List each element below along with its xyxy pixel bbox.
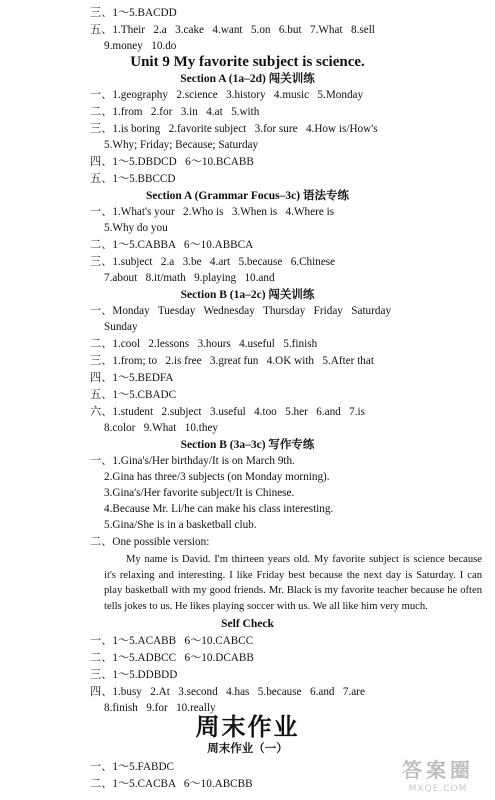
- answer-line: 9.money 10.do: [104, 40, 177, 52]
- answer-line: 7.about 8.it/math 9.playing 10.and: [104, 272, 275, 284]
- section-heading: Section A (1a–2d) 闯关训练: [180, 73, 315, 85]
- section-heading: Section B (1a–2c) 闯关训练: [180, 289, 315, 301]
- answer-line: 四、1～5.DBDCD 6～10.BCABB: [90, 156, 254, 168]
- answer-line: 二、1～5.CABBA 6～10.ABBCA: [90, 239, 254, 251]
- answer-line: 三、1～5.DDBDD: [90, 669, 178, 681]
- watermark-url: MXQE.COM: [408, 784, 468, 794]
- watermark-title: 答案圈: [402, 758, 474, 782]
- answer-line: 一、1.geography 2.science 3.history 4.music 5.Monday: [90, 89, 364, 101]
- answer-line: 二、1～5.CACBA 6～10.ABCBB: [90, 778, 253, 790]
- answer-line: 二、1.from 2.for 3.in 4.at 5.with: [90, 106, 260, 118]
- section-heading: 周末作业（一）: [207, 743, 288, 755]
- section-heading: Self Check: [221, 618, 274, 630]
- model-essay: My name is David. I'm thirteen years old. My favorite subject is science because it's relaxing and interesting. I like Friday best because the next day is Saturday. I can play basketball with my good friends. Mr. Black is my favorite teacher because he often tells jokes to us. He likes playing soccer with us. We all like him very much.: [104, 554, 482, 612]
- answer-line: 三、1～5.BACDD: [90, 7, 177, 19]
- answer-line: Sunday: [104, 321, 138, 333]
- answer-line: 3.Gina's/Her favorite subject/It is Chinese.: [104, 487, 295, 499]
- answer-line: 5.Why do you: [104, 222, 168, 234]
- watermark-logo: [387, 760, 489, 794]
- answer-line: 5.Why; Friday; Because; Saturday: [104, 139, 259, 151]
- answer-line: 四、1～5.BEDFA: [90, 372, 174, 384]
- answer-line: 4.Because Mr. Li/he can make his class interesting.: [104, 503, 334, 515]
- section-heading: Section A (Grammar Focus–3c) 语法专练: [146, 190, 349, 202]
- answer-line: 三、1.is boring 2.favorite subject 3.for sure 4.How is/How's: [90, 123, 378, 135]
- answer-line: 8.color 9.What 10.they: [104, 422, 219, 434]
- answer-line: 5.Gina/She is in a basketball club.: [104, 519, 257, 531]
- answer-line: 8.finish 9.for 10.really: [104, 702, 216, 714]
- section-heading: 周末作业: [195, 715, 300, 741]
- answer-line: 二、1～5.ADBCC 6～10.DCABB: [90, 652, 254, 664]
- answer-line: 二、1.cool 2.lessons 3.hours 4.useful 5.finish: [90, 338, 318, 350]
- answer-line: 五、1～5.CBADC: [90, 389, 177, 401]
- answer-line: 二、One possible version:: [90, 536, 210, 548]
- answer-line: 一、Monday Tuesday Wednesday Thursday Friday Saturday: [90, 305, 392, 317]
- answer-line: 一、1～5.ACABB 6～10.CABCC: [90, 635, 254, 647]
- answer-line: 五、1～5.BBCCD: [90, 173, 176, 185]
- answer-line: 一、1.Gina's/Her birthday/It is on March 9th.: [90, 455, 295, 467]
- section-heading: Unit 9 My favorite subject is science.: [130, 54, 365, 70]
- answer-line: 三、1.subject 2.a 3.be 4.art 5.because 6.Chinese: [90, 256, 336, 268]
- answer-line: 一、1～5.FABDC: [90, 761, 175, 773]
- answer-line: 四、1.busy 2.At 3.second 4.has 5.because 6.and 7.are: [90, 686, 365, 698]
- answer-line: 2.Gina has three/3 subjects (on Monday morning).: [104, 471, 330, 483]
- answer-line: 五、1.Their 2.a 3.cake 4.want 5.on 6.but 7.What 8.sell: [90, 24, 375, 36]
- answer-line: 六、1.student 2.subject 3.useful 4.too 5.her 6.and 7.is: [90, 406, 365, 418]
- section-heading: Section B (3a–3c) 写作专练: [180, 439, 315, 451]
- answer-line: 一、1.What's your 2.Who is 3.When is 4.Where is: [90, 206, 335, 218]
- answer-line: 三、1.from; to 2.is free 3.great fun 4.OK with 5.After that: [90, 355, 374, 367]
